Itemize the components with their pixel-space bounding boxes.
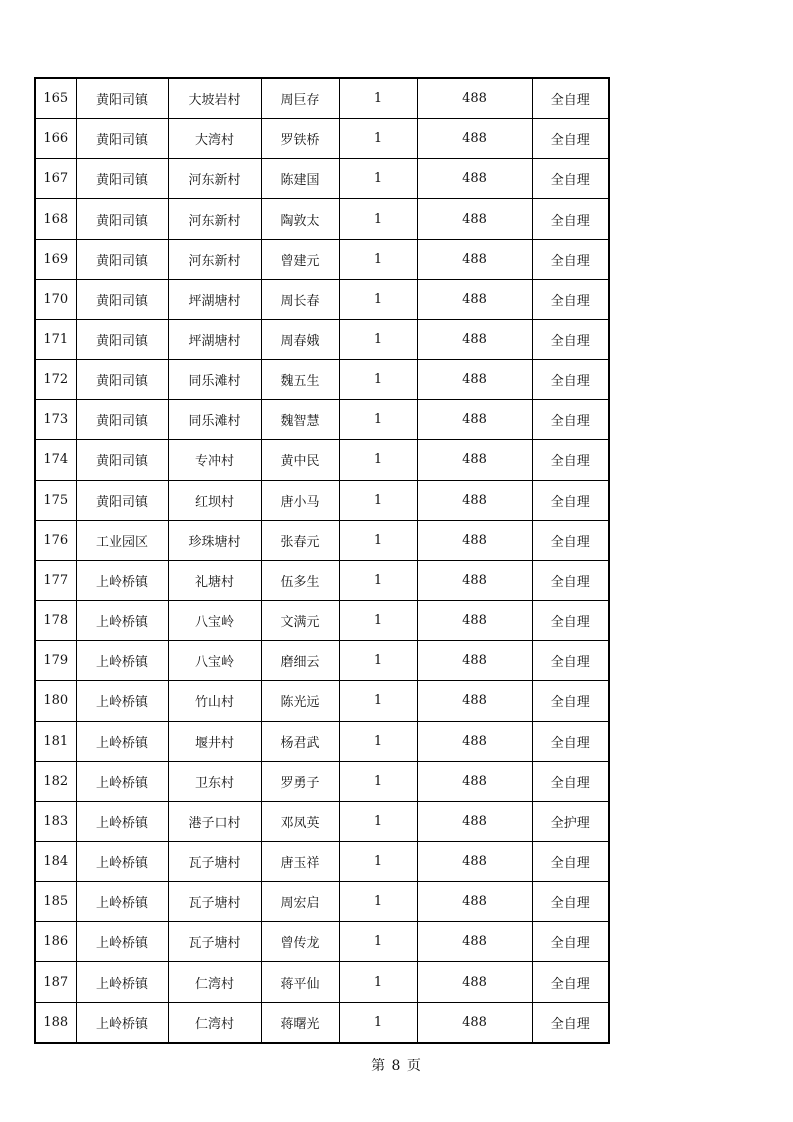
- table-row: [35, 239, 609, 279]
- count-cell: 1: [339, 279, 417, 319]
- person-name-cell: 周长春: [261, 279, 339, 319]
- village-cell: 八宝岭: [168, 601, 261, 641]
- care-type-cell: 全自理: [532, 440, 609, 480]
- person-name-cell: 罗铁桥: [261, 119, 339, 159]
- person-name-cell: 周巨存: [261, 78, 339, 119]
- row-index-cell: 176: [35, 520, 76, 560]
- amount-cell: 488: [417, 560, 532, 600]
- count-cell: 1: [339, 922, 417, 962]
- amount-cell: 488: [417, 360, 532, 400]
- town-cell: 黄阳司镇: [76, 119, 168, 159]
- table-row: [35, 119, 609, 159]
- amount-cell: 488: [417, 721, 532, 761]
- village-cell: 堰井村: [168, 721, 261, 761]
- town-cell: 黄阳司镇: [76, 199, 168, 239]
- row-index-cell: 171: [35, 319, 76, 359]
- town-cell: 黄阳司镇: [76, 279, 168, 319]
- village-cell: 河东新村: [168, 239, 261, 279]
- count-cell: 1: [339, 801, 417, 841]
- care-type-cell: 全自理: [532, 922, 609, 962]
- care-type-cell: 全自理: [532, 199, 609, 239]
- table-row: [35, 560, 609, 600]
- amount-cell: 488: [417, 641, 532, 681]
- count-cell: 1: [339, 962, 417, 1002]
- amount-cell: 488: [417, 78, 532, 119]
- village-cell: 坪湖塘村: [168, 279, 261, 319]
- village-cell: 专冲村: [168, 440, 261, 480]
- amount-cell: 488: [417, 922, 532, 962]
- amount-cell: 488: [417, 279, 532, 319]
- amount-cell: 488: [417, 199, 532, 239]
- care-type-cell: 全自理: [532, 882, 609, 922]
- row-index-cell: 172: [35, 360, 76, 400]
- count-cell: 1: [339, 159, 417, 199]
- row-index-cell: 174: [35, 440, 76, 480]
- table-row: [35, 801, 609, 841]
- village-cell: 河东新村: [168, 159, 261, 199]
- village-cell: 瓦子塘村: [168, 922, 261, 962]
- person-name-cell: 杨君武: [261, 721, 339, 761]
- town-cell: 上岭桥镇: [76, 681, 168, 721]
- town-cell: 黄阳司镇: [76, 480, 168, 520]
- care-type-cell: 全自理: [532, 78, 609, 119]
- table-row: [35, 319, 609, 359]
- person-name-cell: 唐小马: [261, 480, 339, 520]
- town-cell: 上岭桥镇: [76, 641, 168, 681]
- care-type-cell: 全自理: [532, 480, 609, 520]
- town-cell: 上岭桥镇: [76, 882, 168, 922]
- town-cell: 上岭桥镇: [76, 962, 168, 1002]
- table-row: [35, 721, 609, 761]
- village-cell: 大坡岩村: [168, 78, 261, 119]
- amount-cell: 488: [417, 761, 532, 801]
- person-name-cell: 曾传龙: [261, 922, 339, 962]
- person-name-cell: 魏智慧: [261, 400, 339, 440]
- town-cell: 黄阳司镇: [76, 400, 168, 440]
- row-index-cell: 187: [35, 962, 76, 1002]
- count-cell: 1: [339, 119, 417, 159]
- amount-cell: 488: [417, 480, 532, 520]
- page-number: 第 8 页: [371, 1058, 422, 1074]
- person-name-cell: 陶敦太: [261, 199, 339, 239]
- village-cell: 坪湖塘村: [168, 319, 261, 359]
- table-row: [35, 78, 609, 119]
- care-type-cell: 全自理: [532, 601, 609, 641]
- amount-cell: 488: [417, 239, 532, 279]
- amount-cell: 488: [417, 159, 532, 199]
- row-index-cell: 173: [35, 400, 76, 440]
- village-cell: 珍珠塘村: [168, 520, 261, 560]
- table-row: [35, 199, 609, 239]
- town-cell: 黄阳司镇: [76, 239, 168, 279]
- table-row: [35, 1002, 609, 1043]
- row-index-cell: 184: [35, 841, 76, 881]
- town-cell: 黄阳司镇: [76, 360, 168, 400]
- row-index-cell: 169: [35, 239, 76, 279]
- amount-cell: 488: [417, 119, 532, 159]
- care-type-cell: 全自理: [532, 119, 609, 159]
- care-type-cell: 全自理: [532, 681, 609, 721]
- row-index-cell: 179: [35, 641, 76, 681]
- row-index-cell: 170: [35, 279, 76, 319]
- row-index-cell: 186: [35, 922, 76, 962]
- person-name-cell: 张春元: [261, 520, 339, 560]
- town-cell: 上岭桥镇: [76, 761, 168, 801]
- town-cell: 黄阳司镇: [76, 78, 168, 119]
- row-index-cell: 168: [35, 199, 76, 239]
- care-type-cell: 全自理: [532, 761, 609, 801]
- table-row: [35, 922, 609, 962]
- count-cell: 1: [339, 78, 417, 119]
- count-cell: 1: [339, 520, 417, 560]
- village-cell: 同乐滩村: [168, 360, 261, 400]
- village-cell: 仁湾村: [168, 1002, 261, 1043]
- person-name-cell: 陈建国: [261, 159, 339, 199]
- village-cell: 礼塘村: [168, 560, 261, 600]
- village-cell: 仁湾村: [168, 962, 261, 1002]
- care-type-cell: 全自理: [532, 560, 609, 600]
- town-cell: 上岭桥镇: [76, 1002, 168, 1043]
- amount-cell: 488: [417, 1002, 532, 1043]
- person-name-cell: 周春娥: [261, 319, 339, 359]
- table-row: [35, 159, 609, 199]
- person-name-cell: 黄中民: [261, 440, 339, 480]
- count-cell: 1: [339, 360, 417, 400]
- table-row: [35, 641, 609, 681]
- table-row: [35, 279, 609, 319]
- count-cell: 1: [339, 319, 417, 359]
- care-type-cell: 全自理: [532, 721, 609, 761]
- amount-cell: 488: [417, 882, 532, 922]
- table-row: [35, 480, 609, 520]
- row-index-cell: 178: [35, 601, 76, 641]
- care-type-cell: 全自理: [532, 360, 609, 400]
- person-name-cell: 邓凤英: [261, 801, 339, 841]
- village-cell: 大湾村: [168, 119, 261, 159]
- care-type-cell: 全自理: [532, 319, 609, 359]
- table-row: [35, 400, 609, 440]
- town-cell: 黄阳司镇: [76, 440, 168, 480]
- table-row: [35, 360, 609, 400]
- village-cell: 竹山村: [168, 681, 261, 721]
- care-type-cell: 全自理: [532, 1002, 609, 1043]
- count-cell: 1: [339, 560, 417, 600]
- amount-cell: 488: [417, 520, 532, 560]
- village-cell: 河东新村: [168, 199, 261, 239]
- person-name-cell: 蒋曙光: [261, 1002, 339, 1043]
- row-index-cell: 188: [35, 1002, 76, 1043]
- row-index-cell: 182: [35, 761, 76, 801]
- person-name-cell: 魏五生: [261, 360, 339, 400]
- person-name-cell: 伍多生: [261, 560, 339, 600]
- care-type-cell: 全护理: [532, 801, 609, 841]
- records-table: [34, 77, 610, 1044]
- row-index-cell: 177: [35, 560, 76, 600]
- count-cell: 1: [339, 239, 417, 279]
- town-cell: 上岭桥镇: [76, 922, 168, 962]
- town-cell: 上岭桥镇: [76, 801, 168, 841]
- count-cell: 1: [339, 400, 417, 440]
- count-cell: 1: [339, 601, 417, 641]
- count-cell: 1: [339, 721, 417, 761]
- person-name-cell: 曾建元: [261, 239, 339, 279]
- town-cell: 上岭桥镇: [76, 560, 168, 600]
- count-cell: 1: [339, 761, 417, 801]
- person-name-cell: 蒋平仙: [261, 962, 339, 1002]
- village-cell: 港子口村: [168, 801, 261, 841]
- care-type-cell: 全自理: [532, 279, 609, 319]
- row-index-cell: 166: [35, 119, 76, 159]
- table-row: [35, 962, 609, 1002]
- records-table-body: [35, 78, 609, 1043]
- count-cell: 1: [339, 440, 417, 480]
- person-name-cell: 文满元: [261, 601, 339, 641]
- amount-cell: 488: [417, 601, 532, 641]
- row-index-cell: 180: [35, 681, 76, 721]
- village-cell: 同乐滩村: [168, 400, 261, 440]
- care-type-cell: 全自理: [532, 400, 609, 440]
- table-row: [35, 601, 609, 641]
- row-index-cell: 183: [35, 801, 76, 841]
- amount-cell: 488: [417, 319, 532, 359]
- care-type-cell: 全自理: [532, 841, 609, 881]
- count-cell: 1: [339, 199, 417, 239]
- count-cell: 1: [339, 882, 417, 922]
- care-type-cell: 全自理: [532, 159, 609, 199]
- amount-cell: 488: [417, 681, 532, 721]
- village-cell: 瓦子塘村: [168, 882, 261, 922]
- table-row: [35, 520, 609, 560]
- count-cell: 1: [339, 841, 417, 881]
- table-row: [35, 761, 609, 801]
- person-name-cell: 陈光远: [261, 681, 339, 721]
- village-cell: 卫东村: [168, 761, 261, 801]
- table-row: [35, 681, 609, 721]
- count-cell: 1: [339, 1002, 417, 1043]
- row-index-cell: 185: [35, 882, 76, 922]
- row-index-cell: 167: [35, 159, 76, 199]
- count-cell: 1: [339, 480, 417, 520]
- row-index-cell: 175: [35, 480, 76, 520]
- care-type-cell: 全自理: [532, 962, 609, 1002]
- row-index-cell: 181: [35, 721, 76, 761]
- town-cell: 工业园区: [76, 520, 168, 560]
- town-cell: 黄阳司镇: [76, 319, 168, 359]
- village-cell: 八宝岭: [168, 641, 261, 681]
- care-type-cell: 全自理: [532, 520, 609, 560]
- table-row: [35, 440, 609, 480]
- village-cell: 红坝村: [168, 480, 261, 520]
- amount-cell: 488: [417, 400, 532, 440]
- person-name-cell: 周宏启: [261, 882, 339, 922]
- town-cell: 上岭桥镇: [76, 601, 168, 641]
- town-cell: 黄阳司镇: [76, 159, 168, 199]
- amount-cell: 488: [417, 962, 532, 1002]
- care-type-cell: 全自理: [532, 239, 609, 279]
- amount-cell: 488: [417, 440, 532, 480]
- person-name-cell: 唐玉祥: [261, 841, 339, 881]
- count-cell: 1: [339, 681, 417, 721]
- count-cell: 1: [339, 641, 417, 681]
- village-cell: 瓦子塘村: [168, 841, 261, 881]
- town-cell: 上岭桥镇: [76, 841, 168, 881]
- amount-cell: 488: [417, 801, 532, 841]
- amount-cell: 488: [417, 841, 532, 881]
- person-name-cell: 罗勇子: [261, 761, 339, 801]
- care-type-cell: 全自理: [532, 641, 609, 681]
- row-index-cell: 165: [35, 78, 76, 119]
- town-cell: 上岭桥镇: [76, 721, 168, 761]
- person-name-cell: 磨细云: [261, 641, 339, 681]
- table-row: [35, 882, 609, 922]
- table-row: [35, 841, 609, 881]
